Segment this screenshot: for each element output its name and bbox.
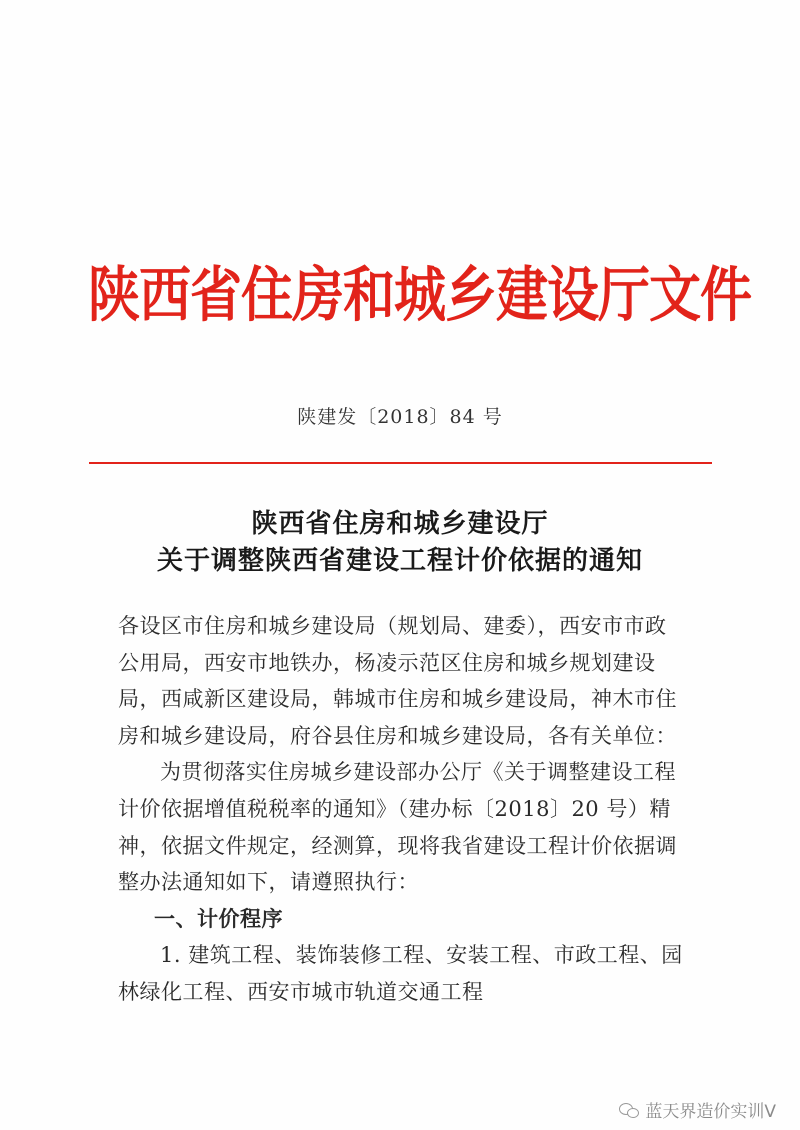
- document-body: [118, 608, 684, 1011]
- addressees-paragraph: 各设区市住房和城乡建设局（规划局、建委），西安市市政公用局，西安市地铁办，杨凌示范区住房和城乡规划建设局，西咸新区建设局，韩城市住房和城乡建设局，神木市住房和城乡建设局，府谷县住房和城乡建设局，各有关单位：: [118, 614, 677, 748]
- watermark: [619, 1097, 776, 1122]
- watermark-text: 蓝天界造价实训V: [645, 1102, 776, 1122]
- notice-title-line-1: 陕西省住房和城乡建设厅: [251, 509, 549, 539]
- intro-paragraph: 为贯彻落实住房城乡建设部办公厅《关于调整建设工程计价依据增值税税率的通知》（建办标〔2018〕20 号）精神，依据文件规定，经测算，现将我省建设工程计价依据调整办法通知如下，请遵照执行：: [118, 760, 677, 895]
- notice-title-line-2: 关于调整陕西省建设工程计价依据的通知: [156, 546, 643, 576]
- document-number: 陕建发〔2018〕84 号: [297, 406, 503, 428]
- document-header-title: 陕西省住房和城乡建设厅文件: [88, 260, 752, 331]
- wechat-icon: [619, 1102, 639, 1118]
- section-item-1: 1. 建筑工程、装饰装修工程、安装工程、市政工程、园林绿化工程、西安市城市轨道交通工程: [118, 943, 683, 1004]
- section-heading-1: 一、计价程序: [154, 906, 283, 931]
- red-divider-line: [89, 462, 712, 464]
